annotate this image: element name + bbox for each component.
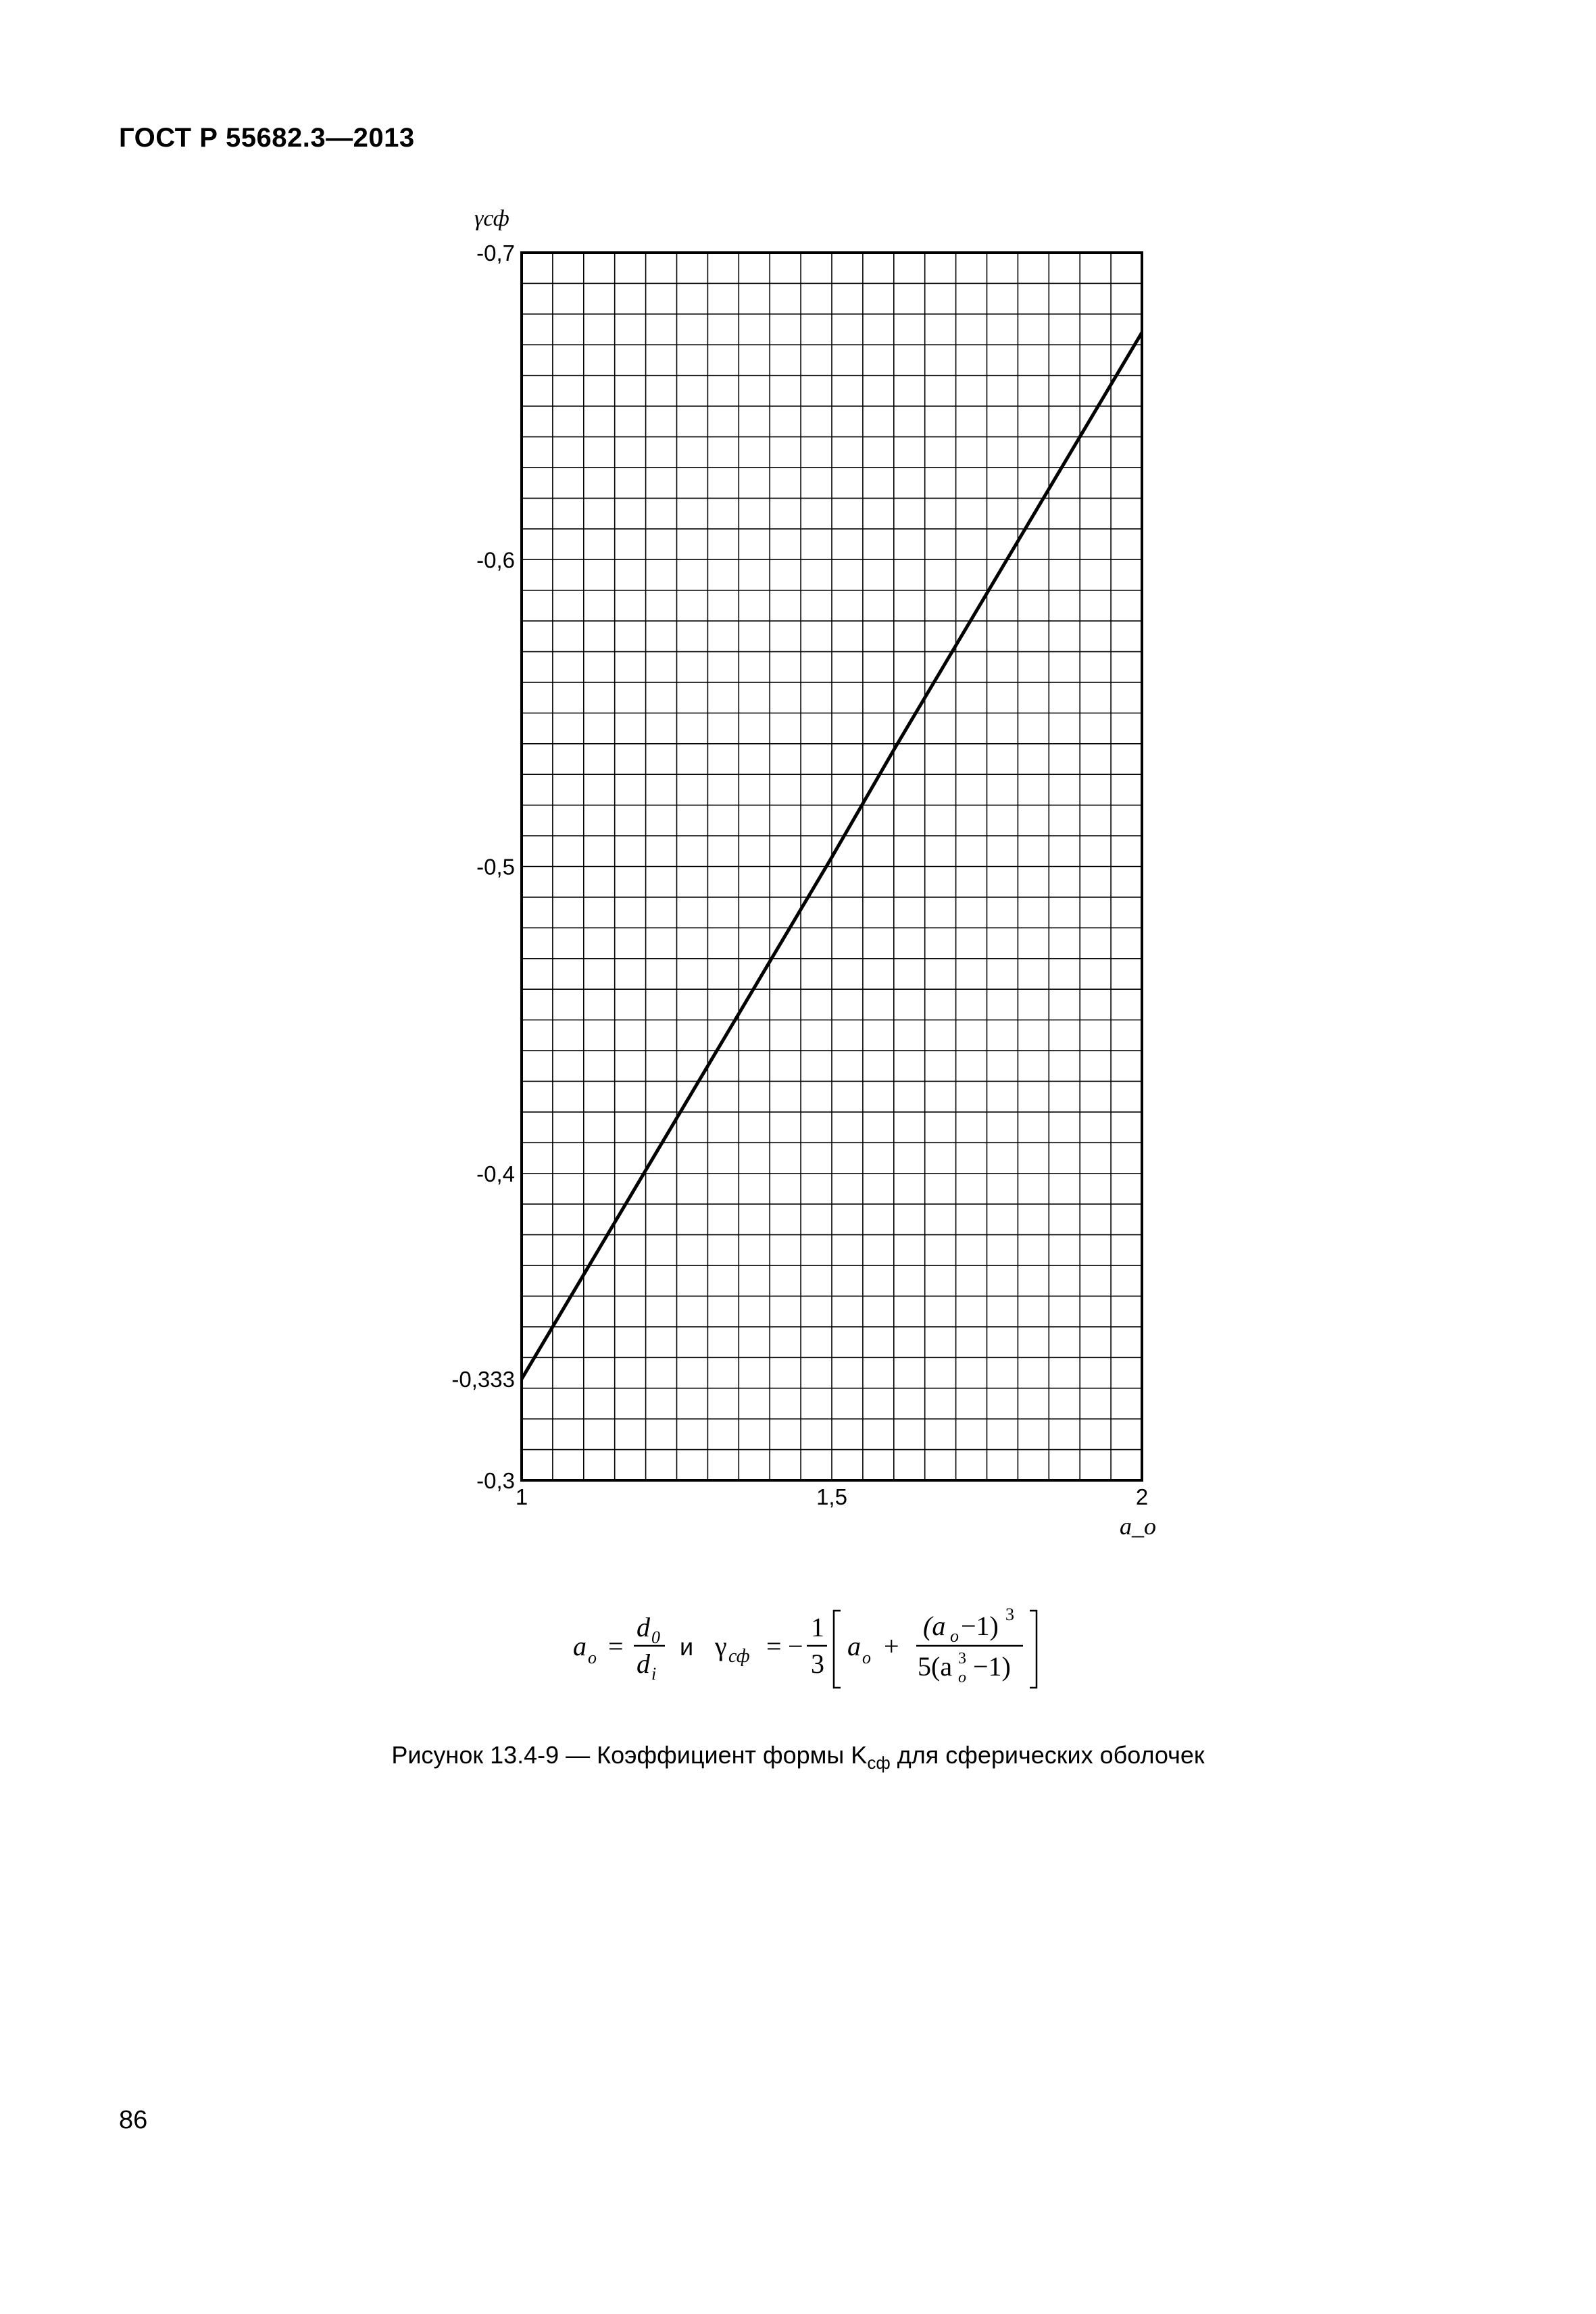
x-axis-label: a_o — [1120, 1513, 1156, 1540]
formula-a-sub: o — [588, 1648, 597, 1667]
formula-eq2: = — [766, 1631, 782, 1661]
formula-gamma: γ — [715, 1631, 727, 1661]
formula-den-sup: 3 — [958, 1650, 966, 1667]
left-bracket — [834, 1611, 841, 1688]
formula-num-open: (a — [923, 1611, 946, 1641]
chart-grid — [522, 253, 1142, 1480]
formula-eq1: = — [608, 1631, 624, 1661]
formula-a: a — [573, 1631, 587, 1661]
y-tick-label: -0,4 — [476, 1161, 515, 1186]
caption-subscript: сф — [867, 1753, 891, 1774]
formula-di: d — [637, 1649, 650, 1679]
formula-minus: − — [788, 1631, 803, 1661]
formula-and: и — [680, 1633, 694, 1661]
y-tick-label: -0,6 — [476, 547, 515, 573]
x-tick-label: 1,5 — [816, 1484, 847, 1509]
formula-num-exp: 3 — [1005, 1605, 1014, 1624]
formula-one: 1 — [811, 1612, 824, 1642]
page-number: 86 — [119, 2106, 148, 2134]
formula-d0: d — [637, 1612, 650, 1642]
y-axis-label: γсф — [474, 206, 509, 231]
x-tick-label: 2 — [1135, 1484, 1149, 1509]
formula-num-sub: o — [950, 1626, 959, 1646]
y-axis-ticks — [451, 241, 515, 1493]
document-header: ГОСТ Р 55682.3—2013 — [119, 123, 415, 153]
formula-term-a-sub: o — [862, 1648, 871, 1667]
formula-den-sub: o — [958, 1669, 966, 1686]
formula-den-pre: 5(a — [918, 1651, 953, 1682]
y-tick-label: -0,7 — [476, 241, 515, 266]
figure-caption — [0, 1741, 1596, 1774]
x-tick-label: 1 — [515, 1484, 528, 1509]
formula-den-rest: −1) — [973, 1651, 1011, 1682]
formula-di-sub: i — [651, 1664, 657, 1684]
y-tick-label: -0,5 — [476, 854, 515, 880]
formula-plus: + — [884, 1631, 899, 1661]
caption-text-end: для сферических оболочек — [890, 1741, 1205, 1769]
y-tick-label: -0,3 — [476, 1468, 515, 1493]
formula-term-a: a — [847, 1631, 861, 1661]
right-bracket — [1030, 1611, 1037, 1688]
formula — [566, 1601, 1053, 1703]
x-axis-ticks — [516, 1484, 1148, 1509]
formula-num-rest: −1) — [961, 1611, 999, 1641]
formula-three: 3 — [811, 1649, 824, 1679]
formula-gamma-sub: сф — [728, 1646, 750, 1667]
caption-text: Рисунок 13.4-9 — Коэффициент формы K — [391, 1741, 868, 1769]
formula-d0-sub: 0 — [651, 1628, 660, 1647]
y-tick-label: -0,333 — [451, 1367, 515, 1392]
